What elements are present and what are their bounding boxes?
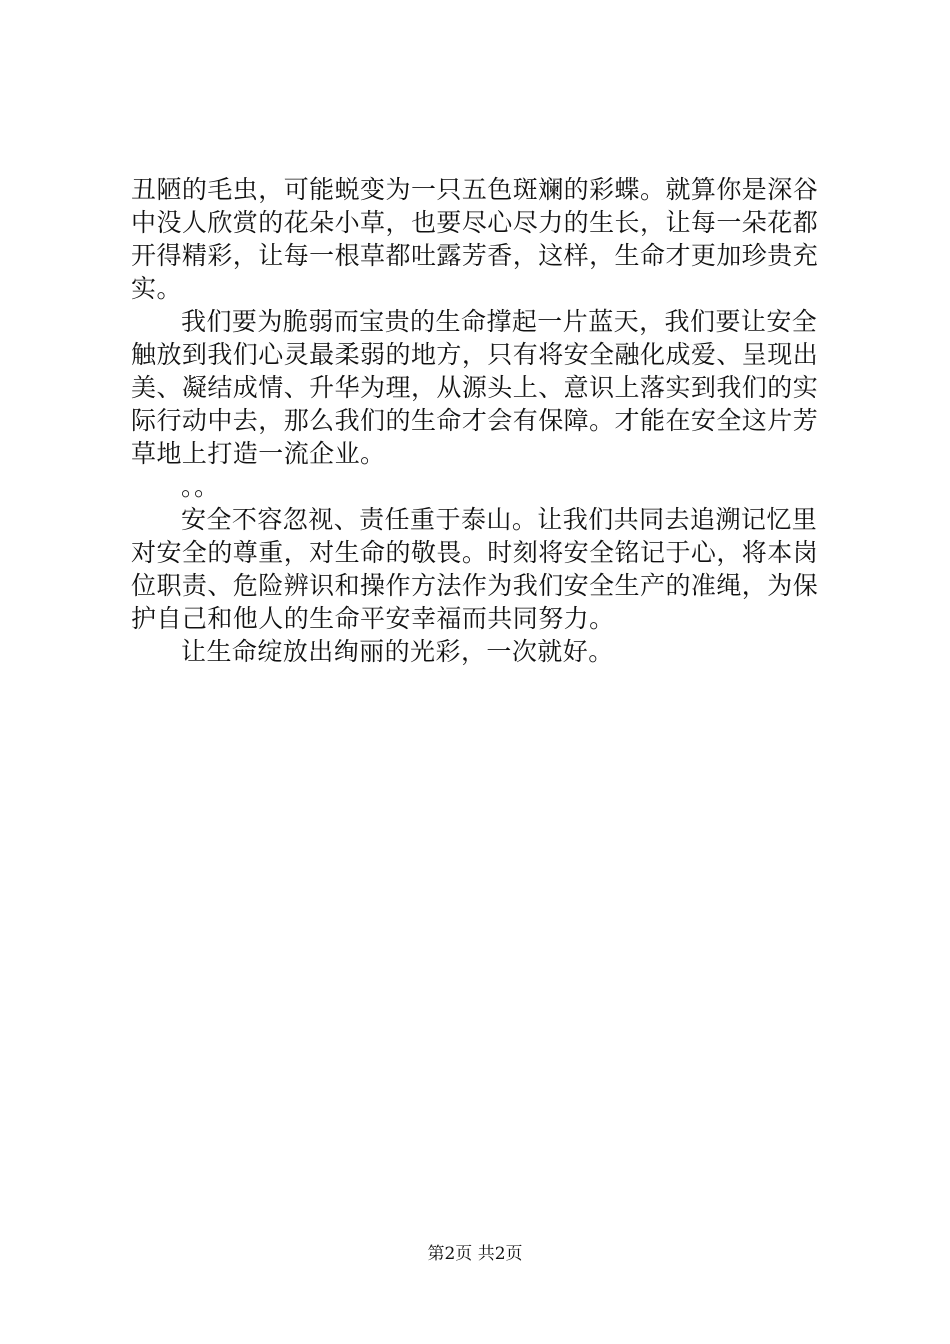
text-line: 中没人欣赏的花朵小草，也要尽心尽力的生长，让每一朵花都 — [131, 208, 819, 237]
text-line: 位职责、危险辨识和操作方法作为我们安全生产的准绳，为保 — [131, 571, 819, 600]
text-line: 美、凝结成情、升华为理，从源头上、意识上落实到我们的实 — [131, 373, 819, 402]
text-line: 我们要为脆弱而宝贵的生命撑起一片蓝天，我们要让安全 — [181, 307, 818, 336]
page-footer: 第2页 共2页 — [427, 1244, 523, 1264]
text-line: 安全不容忽视、责任重于泰山。让我们共同去追溯记忆里 — [181, 505, 818, 534]
document-body — [131, 173, 831, 668]
text-line: 护自己和他人的生命平安幸福而共同努力。 — [131, 604, 615, 633]
text-line: 实。 — [131, 274, 182, 303]
text-line: 草地上打造一流企业。 — [131, 439, 386, 468]
text-line: 。。 — [181, 472, 220, 501]
text-line: 丑陋的毛虫，可能蜕变为一只五色斑斓的彩蝶。就算你是深谷 — [131, 175, 819, 204]
text-line: 对安全的尊重，对生命的敬畏。时刻将安全铭记于心，将本岗 — [131, 538, 819, 567]
text-line: 触放到我们心灵最柔弱的地方，只有将安全融化成爱、呈现出 — [131, 340, 819, 369]
text-line: 际行动中去，那么我们的生命才会有保障。才能在安全这片芳 — [131, 406, 819, 435]
text-line: 让生命绽放出绚丽的光彩，一次就好。 — [181, 637, 614, 666]
text-line: 开得精彩，让每一根草都吐露芳香，这样，生命才更加珍贵充 — [131, 241, 819, 270]
